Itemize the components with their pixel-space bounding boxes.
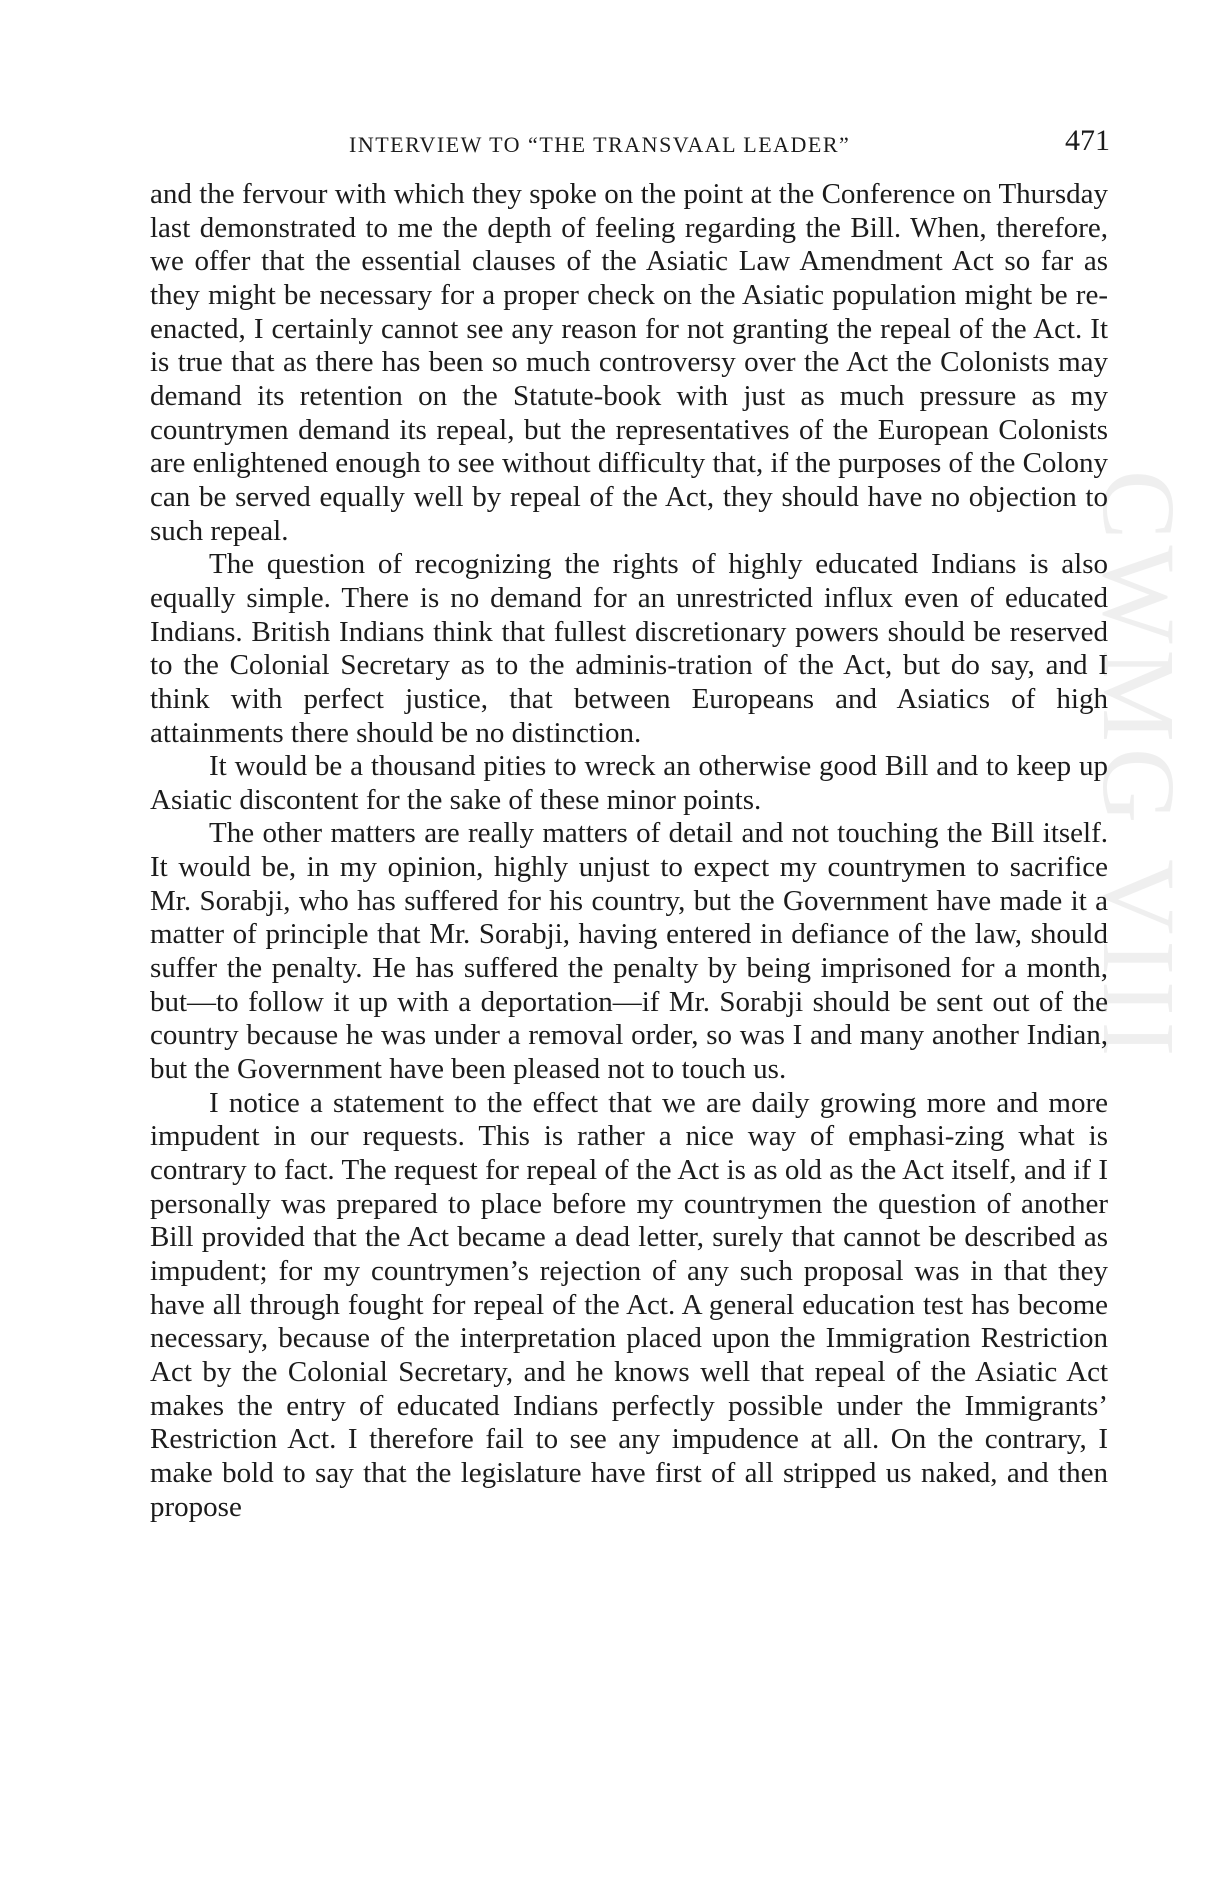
page-number: 471 <box>1065 124 1110 157</box>
paragraph-5: I notice a statement to the effect that we are daily growing more and more impudent in our requests. This is rather a nice way of emphasi-zing what is contrary to fact. The request for repeal of the Act is as old as the Act itself, and if I personally was prepared to place before my countrymen the question of another Bill provided that the Act became a dead letter, surely that cannot be described as impudent; for my countrymen’s rejection of any such proposal was in that they have all through fought for repeal of the Act. A general education test has become necessary, because of the interpretation placed upon the Immigration Restriction Act by the Colonial Secretary, and he knows well that repeal of the Asiatic Act makes the entry of educated Indians perfectly possible under the Immigrants’ Restriction Act. I therefore fail to see any impudence at all. On the contrary, I make bold to say that the legislature have first of all stripped us naked, and then propose <box>150 1086 1108 1523</box>
paragraph-1: and the fervour with which they spoke on the point at the Conference on Thursday last demonstrated to me the depth of feeling regarding the Bill. When, therefore, we offer that the essential clauses of the Asiatic Law Amendment Act so far as they might be necessary for a proper check on the Asiatic population might be re-enacted, I certainly cannot see any reason for not granting the repeal of the Act. It is true that as there has been so much controversy over the Act the Colonists may demand its retention on the Statute-book with just as much pressure as my countrymen demand its repeal, but the representatives of the European Colonists are enlightened enough to see without difficulty that, if the purposes of the Colony can be served equally well by repeal of the Act, they should have no objection to such repeal. <box>150 178 1108 547</box>
paragraph-2: The question of recognizing the rights of highly educated Indians is also equally simple. There is no demand for an unrestricted influx even of educated Indians. British Indians think that fullest discretionary powers should be reserved to the Colonial Secretary as to the adminis-tration of the Act, but do say, and I think with perfect justice, that between Europeans and Asiatics of high attainments there should be no distinction. <box>150 548 1108 749</box>
paragraph-4: The other matters are really matters of detail and not touching the Bill itself. It would be, in my opinion, highly unjust to expect my countrymen to sacrifice Mr. Sorabji, who has suffered for his country, but the Government have made it a matter of principle that Mr. Sorabji, having entered in defiance of the law, should suffer the penalty. He has suffered the penalty by being imprisoned for a month, but—to follow it up with a deportation—if Mr. Sorabji should be sent out of the country because he was under a removal order, so was I and many another Indian, but the Government have been pleased not to touch us. <box>150 817 1108 1086</box>
running-head: INTERVIEW TO “THE TRANSVAAL LEADER” <box>349 132 851 157</box>
paragraph-3: It would be a thousand pities to wreck an otherwise good Bill and to keep up Asiatic discontent for the sake of these minor points. <box>150 750 1108 816</box>
text-body <box>150 178 1108 1524</box>
watermark: CWMG VIII <box>1081 470 1196 1063</box>
page-header <box>150 124 1110 166</box>
